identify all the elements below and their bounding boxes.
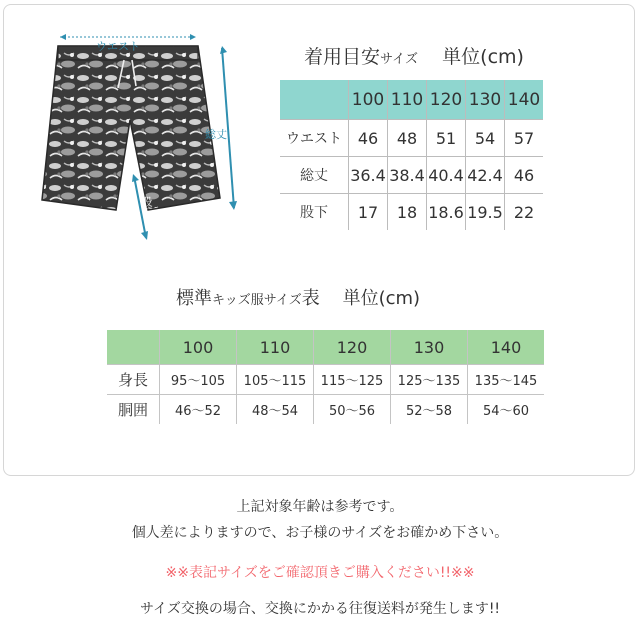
table-cell: 36.4 (349, 157, 388, 194)
header-corner (107, 330, 160, 365)
table-row (280, 120, 543, 157)
garment-size-header-row (280, 80, 543, 120)
table-row (107, 395, 544, 425)
standard-size-title-small: キッズ服サイズ (212, 293, 302, 308)
garment-size-table (280, 80, 543, 230)
table-row (280, 194, 543, 231)
table-cell: 38.4 (388, 157, 427, 194)
size-header-140: 140 (468, 330, 545, 365)
garment-size-title-small: サイズ (380, 52, 418, 67)
row-label-waist: ウエスト (280, 120, 349, 157)
size-header-110: 110 (237, 330, 314, 365)
standard-size-title (176, 284, 420, 310)
table-cell: 18 (388, 194, 427, 231)
reference-age-note: 上記対象年齢は参考です。 (236, 499, 404, 515)
size-header-110: 110 (388, 80, 427, 120)
standard-size-title-end: 表 (301, 288, 320, 309)
table-cell: 48 (388, 120, 427, 157)
row-label-waist-girth: 胴囲 (107, 395, 160, 425)
standard-size-title-main: 標準 (176, 288, 212, 309)
size-header-100: 100 (349, 80, 388, 120)
table-cell: 52〜58 (391, 395, 468, 425)
table-cell: 42.4 (466, 157, 505, 194)
exchange-shipping-note: サイズ交換の場合、交換にかかる往復送料が発生します!! (139, 601, 501, 617)
size-header-100: 100 (160, 330, 237, 365)
waist-dimension-label: ウエスト (96, 40, 140, 53)
table-cell: 135〜145 (468, 365, 545, 395)
table-row (107, 365, 544, 395)
table-cell: 17 (349, 194, 388, 231)
table-cell: 95〜105 (160, 365, 237, 395)
individual-difference-note: 個人差によりますので、お子様のサイズをお確かめ下さい。 (131, 525, 509, 541)
standard-size-unit: 単位(cm) (342, 288, 421, 309)
size-header-130: 130 (466, 80, 505, 120)
shorts-image (20, 28, 250, 258)
table-cell: 57 (505, 120, 544, 157)
row-label-height: 身長 (107, 365, 160, 395)
inseam-dimension-label: 股下 (140, 196, 153, 218)
standard-size-table (107, 330, 544, 424)
table-cell: 19.5 (466, 194, 505, 231)
table-cell: 22 (505, 194, 544, 231)
table-cell: 18.6 (427, 194, 466, 231)
garment-size-title (304, 42, 524, 69)
table-cell: 48〜54 (237, 395, 314, 425)
table-cell: 51 (427, 120, 466, 157)
table-cell: 125〜135 (391, 365, 468, 395)
header-corner (280, 80, 349, 120)
table-cell: 46〜52 (160, 395, 237, 425)
table-cell: 50〜56 (314, 395, 391, 425)
row-label-inseam: 股下 (280, 194, 349, 231)
size-header-120: 120 (427, 80, 466, 120)
table-cell: 54 (466, 120, 505, 157)
table-cell: 54〜60 (468, 395, 545, 425)
size-header-140: 140 (505, 80, 544, 120)
table-cell: 40.4 (427, 157, 466, 194)
confirm-size-warning: ※※表記サイズをご確認頂きご購入ください!!※※ (165, 565, 475, 581)
size-header-120: 120 (314, 330, 391, 365)
row-label-length: 総丈 (280, 157, 349, 194)
table-cell: 105〜115 (237, 365, 314, 395)
garment-size-title-main: 着用目安 (304, 46, 381, 68)
table-cell: 46 (505, 157, 544, 194)
size-header-130: 130 (391, 330, 468, 365)
table-cell: 115〜125 (314, 365, 391, 395)
table-row (280, 157, 543, 194)
standard-size-header-row (107, 330, 544, 365)
length-dimension-label: 総丈 (205, 128, 227, 141)
garment-size-unit: 単位(cm) (442, 46, 524, 68)
table-cell: 46 (349, 120, 388, 157)
shorts-illustration (20, 28, 250, 258)
